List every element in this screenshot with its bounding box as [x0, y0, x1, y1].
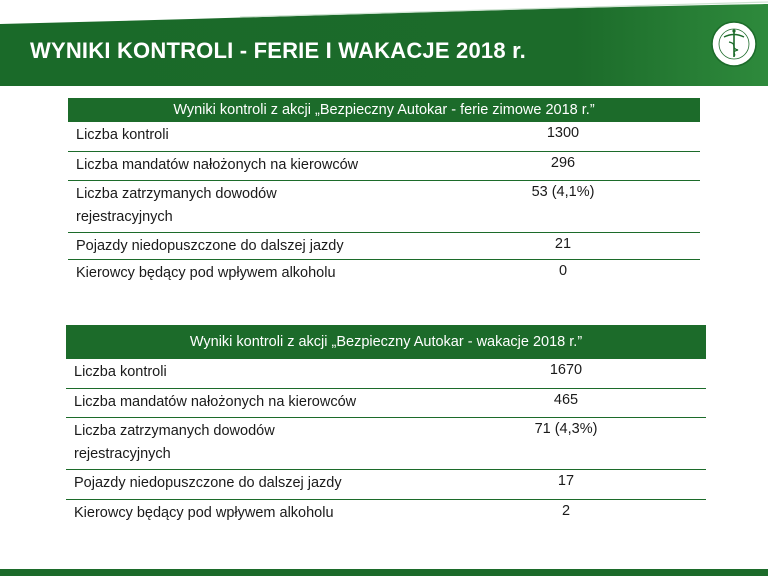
row-value: 53 (4,1%): [426, 180, 700, 232]
row-value: 296: [426, 151, 700, 180]
table-row: [68, 151, 700, 180]
table-caption: Wyniki kontroli z akcji „Bezpieczny Autokar - wakacje 2018 r.”: [66, 325, 706, 359]
row-value: 465: [426, 388, 706, 417]
table-row: [68, 180, 700, 232]
table-row: [66, 359, 706, 388]
row-value: 0: [558, 262, 568, 279]
table-caption: Wyniki kontroli z akcji „Bezpieczny Autokar - ferie zimowe 2018 r.”: [68, 98, 700, 122]
row-label: Pojazdy niedopuszczone do dalszej jazdy: [68, 232, 426, 259]
row-label: Liczba zatrzymanych dowodów rejestracyjnych: [66, 417, 426, 469]
caduceus-seal-icon: [710, 20, 758, 68]
row-value: 21: [426, 232, 700, 259]
table-row: [68, 232, 700, 259]
row-value: 17: [426, 469, 706, 499]
table-row: [68, 122, 700, 151]
row-label: Liczba zatrzymanych dowodów rejestracyjnych: [68, 180, 426, 232]
row-label: Kierowcy będący pod wpływem alkoholu: [76, 264, 336, 281]
table-row: [66, 499, 706, 527]
row-label: Liczba mandatów nałożonych na kierowców: [68, 151, 426, 180]
footer-band: [0, 569, 768, 576]
row-value: 1670: [426, 359, 706, 388]
row-value: 71 (4,3%): [426, 417, 706, 469]
page-title: WYNIKI KONTROLI - FERIE I WAKACJE 2018 r.: [30, 38, 526, 63]
row-label: Liczba mandatów nałożonych na kierowców: [66, 388, 426, 417]
summer-results-table: [66, 325, 706, 527]
row-label: Liczba kontroli: [68, 122, 426, 151]
row-value: 2: [561, 502, 571, 519]
table-row: [66, 417, 706, 469]
winter-results-table: [68, 98, 700, 285]
row-value: 1300: [426, 122, 700, 151]
row-label: Liczba kontroli: [66, 359, 426, 388]
table-row: [66, 469, 706, 499]
row-label: Kierowcy będący pod wpływem alkoholu: [74, 504, 334, 521]
table-row: [68, 259, 700, 285]
row-label: Pojazdy niedopuszczone do dalszej jazdy: [66, 469, 426, 499]
table-row: [66, 388, 706, 417]
